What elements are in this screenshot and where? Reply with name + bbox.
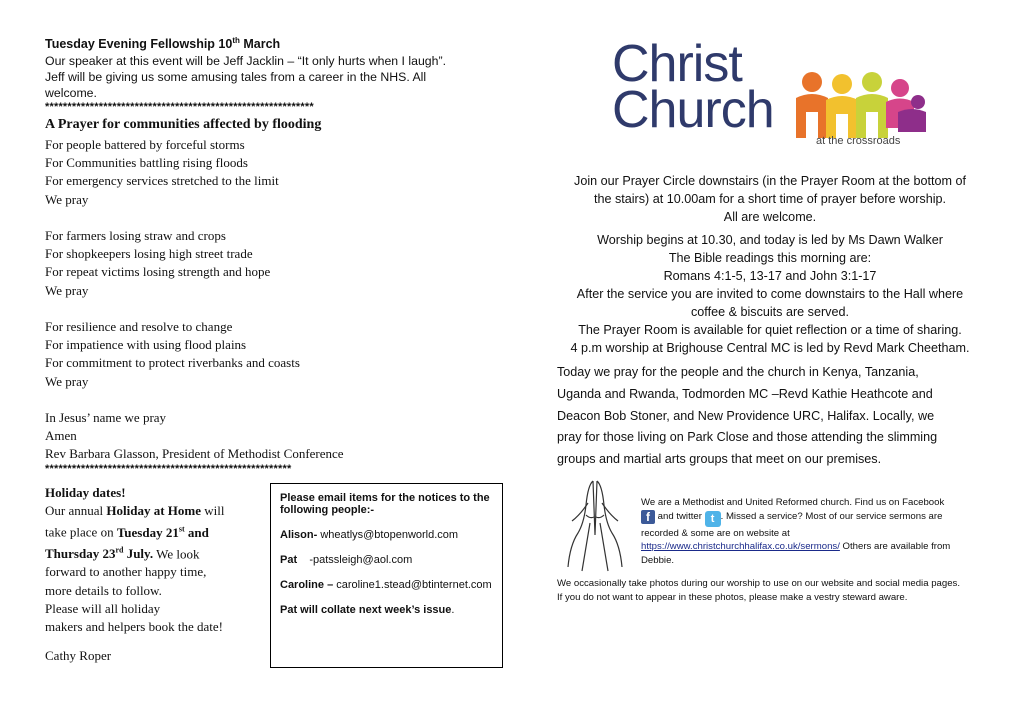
holiday-line: Please will all holiday xyxy=(45,600,161,616)
notices-collate: Pat will collate next week’s issue. xyxy=(280,604,455,616)
separator-stars: ******************************************************* xyxy=(45,463,292,475)
fellowship-text xyxy=(45,53,465,101)
prayer-line: We pray xyxy=(45,282,89,298)
prayer-line: We pray xyxy=(45,373,89,389)
prayer-line: We pray xyxy=(45,191,89,207)
prayer-text xyxy=(45,136,344,464)
logo-figure-green xyxy=(856,72,888,138)
holiday-line: take place on Tuesday 21st and xyxy=(45,524,209,540)
email-pat[interactable]: -patssleigh@aol.com xyxy=(297,554,413,566)
notice-contact-pat: Pat -patssleigh@aol.com xyxy=(280,554,413,566)
prayer-attribution: Rev Barbara Glasson, President of Methodist Conference xyxy=(45,446,344,462)
prayer-line: For repeat victims losing strength and hope xyxy=(45,264,271,280)
prayer-line: For resilience and resolve to change xyxy=(45,319,233,334)
fellowship-line: welcome. xyxy=(45,86,97,100)
prayer-line: For Communities battling rising floods xyxy=(45,155,248,171)
prayer-line: For commitment to protect riverbanks and coasts xyxy=(45,355,300,371)
sermons-link[interactable]: https://www.christchurchhalifax.co.uk/sermons/ xyxy=(641,541,840,553)
logo-people-icon xyxy=(790,68,930,140)
notice-contact-alison: Alison- wheatlys@btopenworld.com xyxy=(280,529,459,541)
holiday-line: forward to another happy time, xyxy=(45,564,207,580)
logo-word-church: Church xyxy=(612,81,774,139)
prayer-line: For shopkeepers losing high street trade xyxy=(45,246,253,262)
notices-box xyxy=(270,483,503,668)
holiday-line: Thursday 23rd July. We look xyxy=(45,545,200,562)
notice-contact-caroline: Caroline – caroline1.stead@btinternet.com xyxy=(280,579,492,591)
prayer-line: For farmers losing straw and crops xyxy=(45,228,226,243)
prayer-line: For impatience with using flood plains xyxy=(45,337,247,353)
holiday-title: Holiday dates! xyxy=(45,485,126,500)
notices-heading: Please email items for the notices to the following people:- xyxy=(280,492,490,516)
christ-church-logo xyxy=(612,35,932,150)
logo-figure-orange xyxy=(796,72,828,138)
about-church-text: We are a Methodist and United Reformed church. Find us on Facebook f and twitter t . Missed a service? Most of our service sermons are recorded & some are on website at https://www.christchurchhalifax.co.uk/sermons/ Others are available from Debbie. xyxy=(641,497,951,566)
fellowship-title: Tuesday Evening Fellowship 10th March xyxy=(45,36,281,52)
email-caroline[interactable]: caroline1.stead@btinternet.com xyxy=(333,579,492,591)
prayer-line: For people battered by forceful storms xyxy=(45,137,245,152)
holiday-line: Our annual Holiday at Home will xyxy=(45,503,225,519)
photos-notice: We occasionally take photos during our worship to use on our website and social media pages. If you do not want to appear in these photos, please make a vestry steward aware. xyxy=(557,578,960,603)
holiday-line: makers and helpers book the date! xyxy=(45,619,223,635)
holiday-signature: Cathy Roper xyxy=(45,648,112,663)
holiday-line: more details to follow. xyxy=(45,582,162,598)
logo-figure-yellow xyxy=(826,74,858,138)
praying-hands-icon xyxy=(560,475,630,575)
separator-stars: ************************************************************ xyxy=(45,101,314,113)
facebook-icon[interactable]: f xyxy=(641,510,655,524)
worship-notice: Worship begins at 10.30, and today is led by Ms Dawn Walker The Bible readings this morning are: Romans 4:1-5, 13-17 and John 3:1-17 After the service you are invited to come downstairs to the Hall where coffee & biscuits are served. The Prayer Room is available for quiet reflection or a time of sharing. 4 p.m worship at Brighouse Central MC is led by Revd Mark Cheetham. xyxy=(570,233,970,355)
logo-tagline: at the crossroads xyxy=(816,135,901,147)
email-alison[interactable]: wheatlys@btopenworld.com xyxy=(317,529,459,541)
prayer-title: A Prayer for communities affected by flooding xyxy=(45,117,322,132)
fellowship-line: Jeff will be giving us some amusing tales from a career in the NHS. All xyxy=(45,70,427,84)
prayer-circle-notice: Join our Prayer Circle downstairs (in the Prayer Room at the bottom of the stairs) at 10.00am for a short time of prayer before worship. All are welcome. xyxy=(574,174,966,224)
prayer-line: In Jesus’ name we pray xyxy=(45,410,167,425)
prayer-line: Amen xyxy=(45,428,77,444)
fellowship-line: Our speaker at this event will be Jeff Jacklin – “It only hurts when I laugh”. xyxy=(45,54,446,68)
pray-for-notice: Today we pray for the people and the church in Kenya, Tanzania, Uganda and Rwanda, Todmorden MC –Revd Kathie Heathcote and Deacon Bob Stoner, and New Providence URC, Halifax. Locally, we pray for those living on Park Close and those attending the slimming groups and martial arts groups that meet on our premises. xyxy=(557,365,938,467)
prayer-line: For emergency services stretched to the limit xyxy=(45,173,279,189)
holiday-section xyxy=(45,484,270,636)
logo-word-christ: Christ xyxy=(612,35,742,93)
twitter-icon[interactable]: t xyxy=(705,511,721,527)
